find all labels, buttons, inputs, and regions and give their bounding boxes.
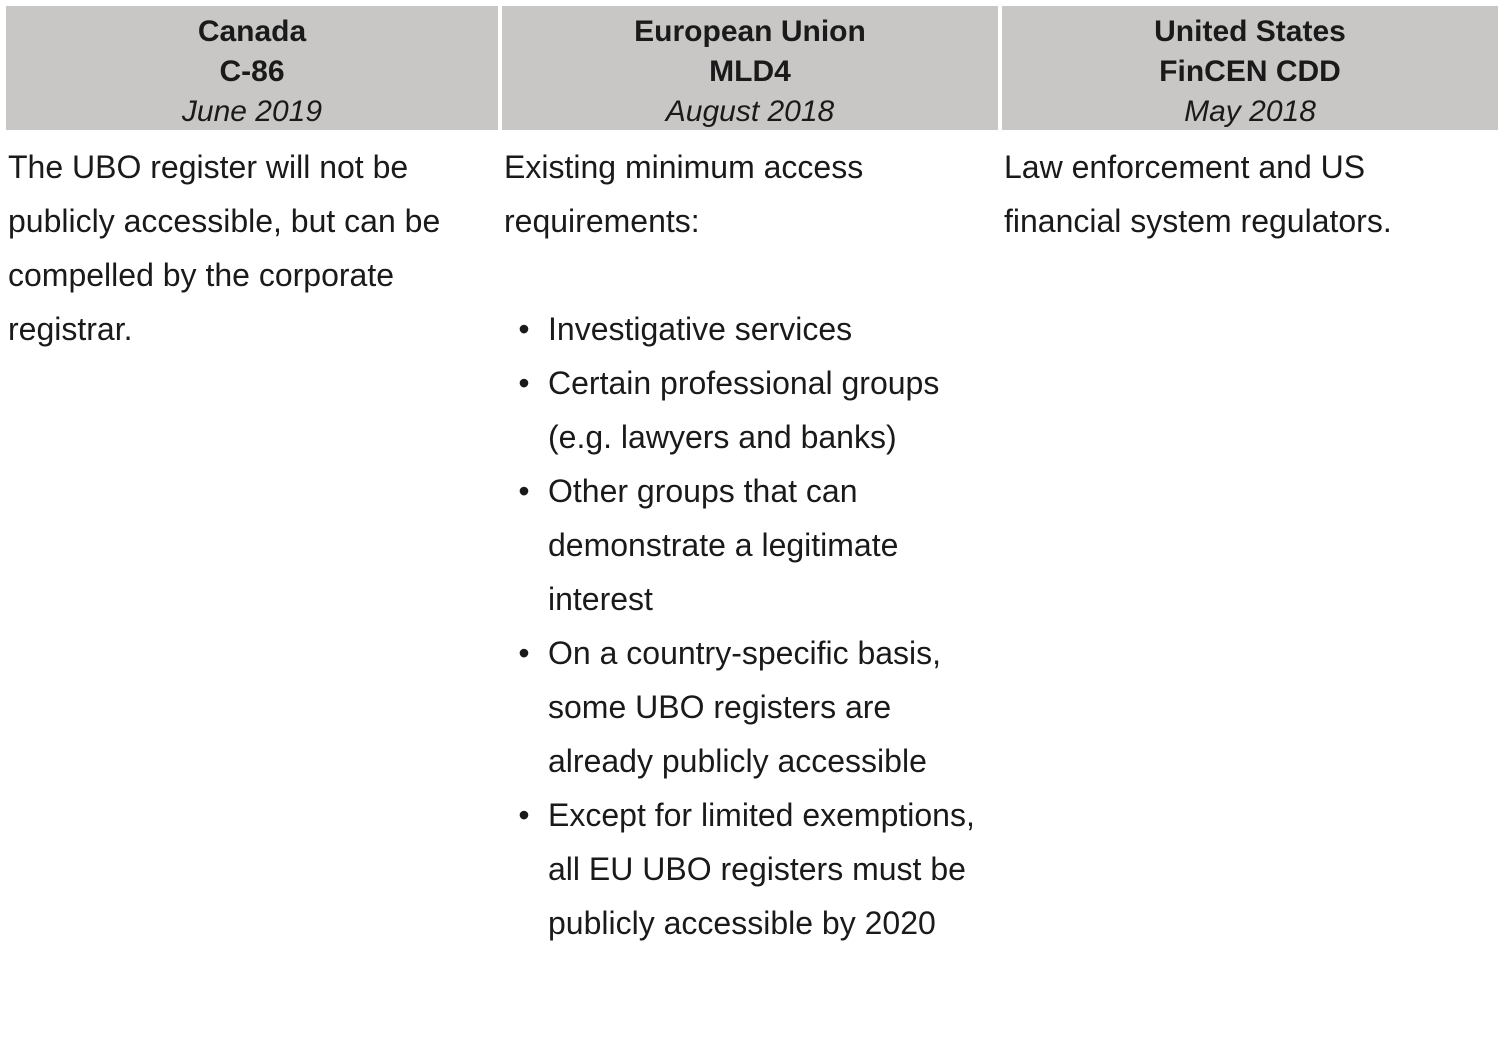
list-item-text: Certain professional groups (e.g. lawyers and banks) (548, 365, 940, 455)
law-date: August 2018 (665, 95, 835, 128)
list-item-text: On a country-specific basis, some UBO registers are already publicly accessible (548, 635, 942, 779)
list-item (518, 464, 980, 626)
jurisdiction-name: United States (1154, 15, 1346, 48)
law-name: C-86 (219, 55, 285, 88)
body-canada (6, 130, 498, 950)
law-name: MLD4 (709, 55, 791, 88)
header-united-states (1002, 6, 1498, 130)
law-date: June 2019 (181, 95, 323, 128)
law-name: FinCEN CDD (1159, 55, 1341, 88)
bullet-icon: • (518, 473, 530, 509)
bullet-icon: • (518, 797, 530, 833)
access-description: Law enforcement and US financial system regulators. (1004, 149, 1392, 239)
list-item (518, 302, 980, 356)
access-intro: Existing minimum access requirements: (504, 149, 864, 239)
bullet-icon: • (518, 365, 530, 401)
list-item-text: Except for limited exemptions, all EU UBO registers must be publicly accessible by 2020 (548, 797, 975, 941)
list-item (518, 356, 980, 464)
list-item-text: Investigative services (548, 311, 853, 347)
access-description: The UBO register will not be publicly accessible, but can be compelled by the corporate registrar. (8, 149, 441, 347)
law-date: May 2018 (1184, 95, 1316, 128)
list-item (518, 788, 980, 950)
header-european-union (502, 6, 998, 130)
spacer (504, 248, 980, 302)
access-requirements-list (504, 302, 980, 950)
ubo-register-comparison-table (6, 6, 1498, 950)
bullet-icon: • (518, 635, 530, 671)
list-item (518, 626, 980, 788)
bullet-icon: • (518, 311, 530, 347)
body-united-states (1002, 130, 1498, 950)
header-canada (6, 6, 498, 130)
list-item-text: Other groups that can demonstrate a legitimate interest (548, 473, 899, 617)
jurisdiction-name: European Union (634, 15, 866, 48)
body-european-union (502, 130, 998, 950)
jurisdiction-name: Canada (197, 15, 307, 48)
